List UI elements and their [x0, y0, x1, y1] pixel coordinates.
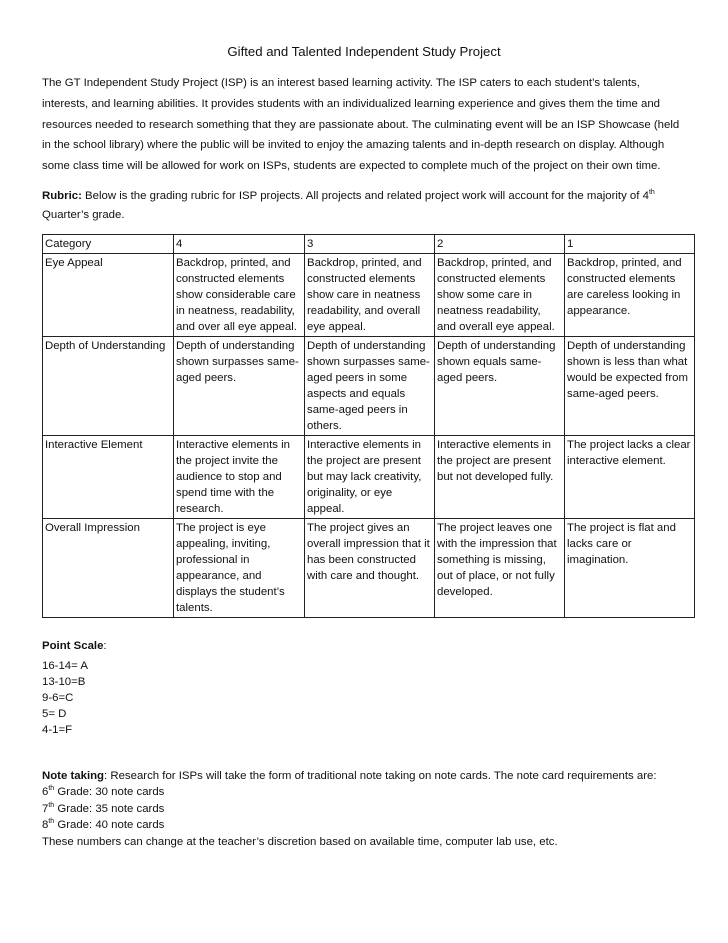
- point-scale-item: 4-1=F: [42, 723, 73, 736]
- rubric-table: [42, 234, 695, 618]
- rubric-cell: Interactive elements in the project invite the audience to stop and spend time with the research.: [174, 435, 305, 518]
- rubric-cell: Backdrop, printed, and constructed elements show considerable care in neatness, readability, and over all eye appeal.: [174, 253, 305, 336]
- grade-text: Grade: 40 note cards: [54, 819, 165, 832]
- point-scale-item: 9-6=C: [42, 691, 74, 704]
- table-row: [43, 253, 695, 336]
- rubric-paragraph: [42, 187, 686, 226]
- grade-text: Grade: 35 note cards: [54, 802, 165, 815]
- note-taking-section: [42, 768, 686, 851]
- grade-number: 8: [42, 819, 49, 832]
- rubric-superscript: th: [648, 189, 655, 197]
- rubric-cell: The project is flat and lacks care or imagination.: [565, 518, 695, 617]
- header-cell: 4: [174, 234, 305, 253]
- rubric-cell: Interactive elements in the project are present but may lack creativity, originality, or eye appeal.: [305, 435, 435, 518]
- rubric-cell: The project lacks a clear interactive element.: [565, 435, 695, 518]
- rubric-label: Rubric:: [42, 189, 82, 202]
- point-scale-colon: :: [103, 639, 107, 652]
- category-cell: Eye Appeal: [43, 253, 174, 336]
- intro-paragraph: The GT Independent Study Project (ISP) is an interest based learning activity. The ISP caters to each student’s talents, interests, and learning abilities. It provides students with an individualized learning experience and gives them the time and resources needed to research something that they are passionate about. The culminating event will be an ISP Showcase (held in the school library) where the public will be invited to enjoy the amazing talents and in-depth research on display. Although some class time will be allowed for work on ISPs, students are expected to complete much of the project on their own time.: [42, 77, 680, 173]
- grade-superscript: th: [48, 802, 55, 810]
- note-taking-text: : Research for ISPs will take the form of traditional note taking on note cards. The note card requirements are:: [104, 769, 657, 782]
- rubric-text-end: Quarter’s grade.: [42, 209, 125, 222]
- grade-text: Grade: 30 note cards: [54, 786, 165, 799]
- rubric-cell: Backdrop, printed, and constructed elements show care in neatness readability, and overall eye appeal.: [305, 253, 435, 336]
- rubric-cell: Depth of understanding shown equals same-aged peers.: [435, 336, 565, 435]
- header-cell: 1: [565, 234, 695, 253]
- note-taking-intro: [42, 768, 686, 785]
- page-title: Gifted and Talented Independent Study Project: [227, 44, 501, 59]
- grade-requirement: [42, 817, 686, 834]
- point-scale-item: 16-14= A: [42, 659, 88, 672]
- grade-superscript: th: [48, 785, 55, 793]
- point-scale-section: [42, 638, 686, 738]
- category-cell: Interactive Element: [43, 435, 174, 518]
- header-cell: 2: [435, 234, 565, 253]
- rubric-cell: The project is eye appealing, inviting, professional in appearance, and displays the student’s talents.: [174, 518, 305, 617]
- category-cell: Depth of Understanding: [43, 336, 174, 435]
- rubric-cell: Backdrop, printed, and constructed elements are careless looking in appearance.: [565, 253, 695, 336]
- rubric-cell: The project gives an overall impression that it has been constructed with care and thought.: [305, 518, 435, 617]
- grade-number: 7: [42, 802, 49, 815]
- note-taking-label: Note taking: [42, 769, 105, 782]
- rubric-cell: The project leaves one with the impression that something is missing, out of place, or not fully developed.: [435, 518, 565, 617]
- point-scale-item: 13-10=B: [42, 675, 86, 688]
- rubric-cell: Depth of understanding shown is less than what would be expected from same-aged peers.: [565, 336, 695, 435]
- point-scale-item: 5= D: [42, 707, 67, 720]
- category-cell: Overall Impression: [43, 518, 174, 617]
- table-row: [43, 518, 695, 617]
- table-row: [43, 336, 695, 435]
- note-taking-footer: These numbers can change at the teacher’s discretion based on available time, computer lab use, etc.: [42, 835, 558, 848]
- rubric-cell: Depth of understanding shown surpasses same-aged peers in some aspects and equals same-aged peers in others.: [305, 336, 435, 435]
- table-row: [43, 435, 695, 518]
- rubric-cell: Backdrop, printed, and constructed elements show some care in neatness readability, and overall eye appeal.: [435, 253, 565, 336]
- rubric-text: Below is the grading rubric for ISP projects. All projects and related project work will account for the majority of 4: [81, 189, 649, 202]
- grade-requirement: [42, 784, 686, 801]
- point-scale-label: Point Scale: [42, 639, 104, 652]
- grade-superscript: th: [48, 818, 55, 826]
- rubric-cell: Interactive elements in the project are present but not developed fully.: [435, 435, 565, 518]
- point-scale-heading: [42, 638, 686, 654]
- grade-requirement: [42, 801, 686, 818]
- rubric-cell: Depth of understanding shown surpasses same-aged peers.: [174, 336, 305, 435]
- header-cell: 3: [305, 234, 435, 253]
- header-cell: Category: [43, 234, 174, 253]
- grade-number: 6: [42, 786, 49, 799]
- table-header-row: [43, 234, 695, 253]
